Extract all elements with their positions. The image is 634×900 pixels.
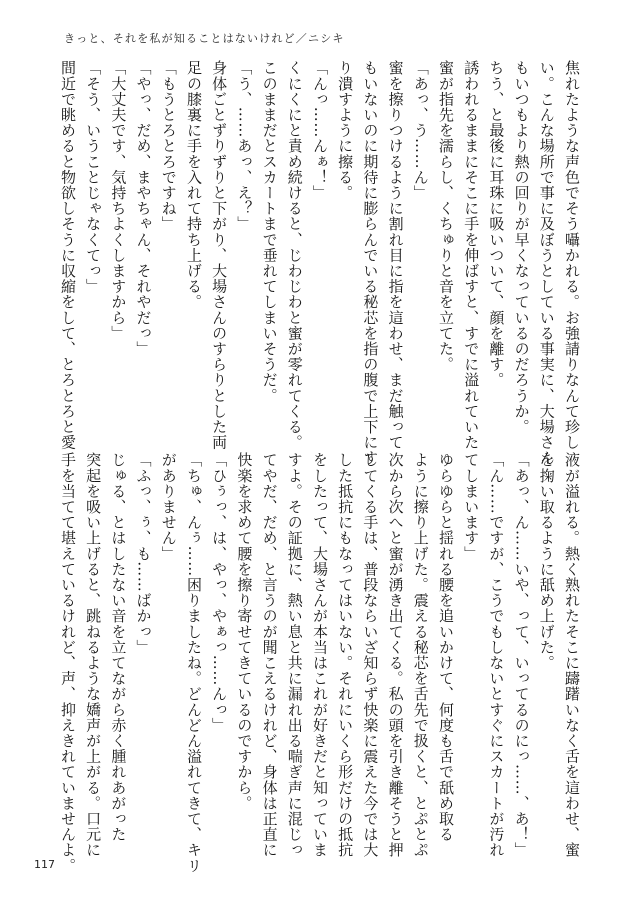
text-line: 「ん……ですが、こうでもしないとすぐにスカートが汚れ bbox=[487, 452, 506, 858]
text-line: ように擦り上げた。震える秘芯を舌先で扱くと、とぷとぷ bbox=[411, 452, 430, 858]
text-line: 足の膝裏に手を入れて持ち上げる。 bbox=[184, 60, 203, 310]
text-line: 手を当てて堪えているけれど、声、抑えきれていませんよ。 bbox=[58, 452, 77, 874]
text-line: すよ。その証拠に、熱い息と共に漏れ出る喘ぎ声に混じっ bbox=[285, 452, 304, 858]
text-line: 誘われるままにそこに手を伸ばすと、すでに溢れていた bbox=[462, 60, 481, 450]
upper-text-block bbox=[58, 60, 584, 466]
text-line: をしたって、大場さんが本当はこれが好きだと知っていま bbox=[310, 452, 329, 858]
text-line: 「ちゅ、んぅ……困りましたね。どんどん溢れてきて、キリ bbox=[184, 452, 203, 874]
text-line: じゅる、とはしたない音を立てながら赤く腫れあがった bbox=[109, 452, 128, 842]
text-line: てしまいます」 bbox=[462, 452, 481, 562]
text-line: を掬い取るように舐め上げた。 bbox=[537, 452, 556, 671]
text-line: り潰すように擦る。 bbox=[336, 60, 355, 201]
text-line: した抵抗にもなってはいない。それにいくら形だけの抵抗 bbox=[336, 452, 355, 858]
page-number: 117 bbox=[34, 858, 55, 871]
text-line: 「んっ……んぁ！」 bbox=[310, 60, 329, 201]
text-line: 「あっ、ん……いや、って、いってるのにっ……、あ！」 bbox=[512, 452, 531, 858]
text-line: 蜜が指先を濡らし、くちゅりと音を立てた。 bbox=[436, 60, 455, 372]
text-line: 蜜を擦りつけるように割れ目に指を這わせ、まだ触って bbox=[386, 60, 405, 450]
text-line: このままだとスカートまで垂れてしまいそうだ。 bbox=[260, 60, 279, 404]
text-line: 焦れたような声色でそう囁かれる。お強請りなんて珍し bbox=[563, 60, 581, 450]
text-line: 身体ごとずりずりと下がり、大場さんのすらりとした両 bbox=[210, 60, 229, 450]
text-line: もいつもより熱の回りが早くなっているのだろうか。 bbox=[512, 60, 531, 435]
text-line: 「やっ、だめ、まやちゃん、それやだっ」 bbox=[134, 60, 153, 357]
text-line: ゆらゆらと揺れる腰を追いかけて、何度も舌で舐め取る bbox=[436, 452, 455, 842]
text-line: 「う、……あっ、え？」 bbox=[235, 60, 254, 232]
text-line: 「ふっ、ぅ、も……ばかっ」 bbox=[134, 452, 153, 655]
text-line: 「もうとろとろですね」 bbox=[159, 60, 178, 232]
text-line: ちう、と最後に耳珠に吸いついて、顔を離す。 bbox=[487, 60, 506, 388]
text-line: してくる手は、普段ならいざ知らず快楽に震えた今では大 bbox=[361, 452, 380, 858]
text-line: 「あっ、う……ん」 bbox=[411, 60, 430, 201]
text-line: 「そう、いうことじゃなくてっ」 bbox=[84, 60, 103, 294]
text-line: 液が溢れる。熱く熟れたそこに躊躇いなく舌を這わせ、蜜 bbox=[563, 452, 581, 858]
text-line: 突起を吸い上げると、跳ねるような嬌声が上がる。口元に bbox=[84, 452, 103, 858]
text-line: てやだ、だめ、と言うのが聞こえるけれど、身体は正直に bbox=[260, 452, 279, 858]
text-line: い。こんな場所で事に及ぼうとしている事実に、大場さん bbox=[537, 60, 556, 466]
text-line: 「ひぅっ、は、やっ、やぁっ……んっ」 bbox=[210, 452, 229, 733]
text-line: くにくにと責め続けると、じわじわと蜜が零れてくる。 bbox=[285, 60, 304, 450]
running-title: きっと、それを私が知ることはないけれど／ニシキ bbox=[64, 32, 345, 45]
text-line: もいないのに期待に膨らんでいる秘芯を指の腹で上下にす bbox=[361, 60, 380, 466]
lower-text-block bbox=[58, 452, 584, 874]
text-line: 「大丈夫です、気持ちよくしますから」 bbox=[109, 60, 128, 341]
text-line: 次から次へと蜜が湧き出てくる。私の頭を引き離そうと押 bbox=[386, 452, 405, 858]
text-line: がありません」 bbox=[159, 452, 178, 562]
text-line: 快楽を求めて腰を擦り寄せてきているのですから。 bbox=[235, 452, 254, 811]
text-line: 間近で眺めると物欲しそうに収縮をして、とろとろと愛 bbox=[58, 60, 77, 450]
